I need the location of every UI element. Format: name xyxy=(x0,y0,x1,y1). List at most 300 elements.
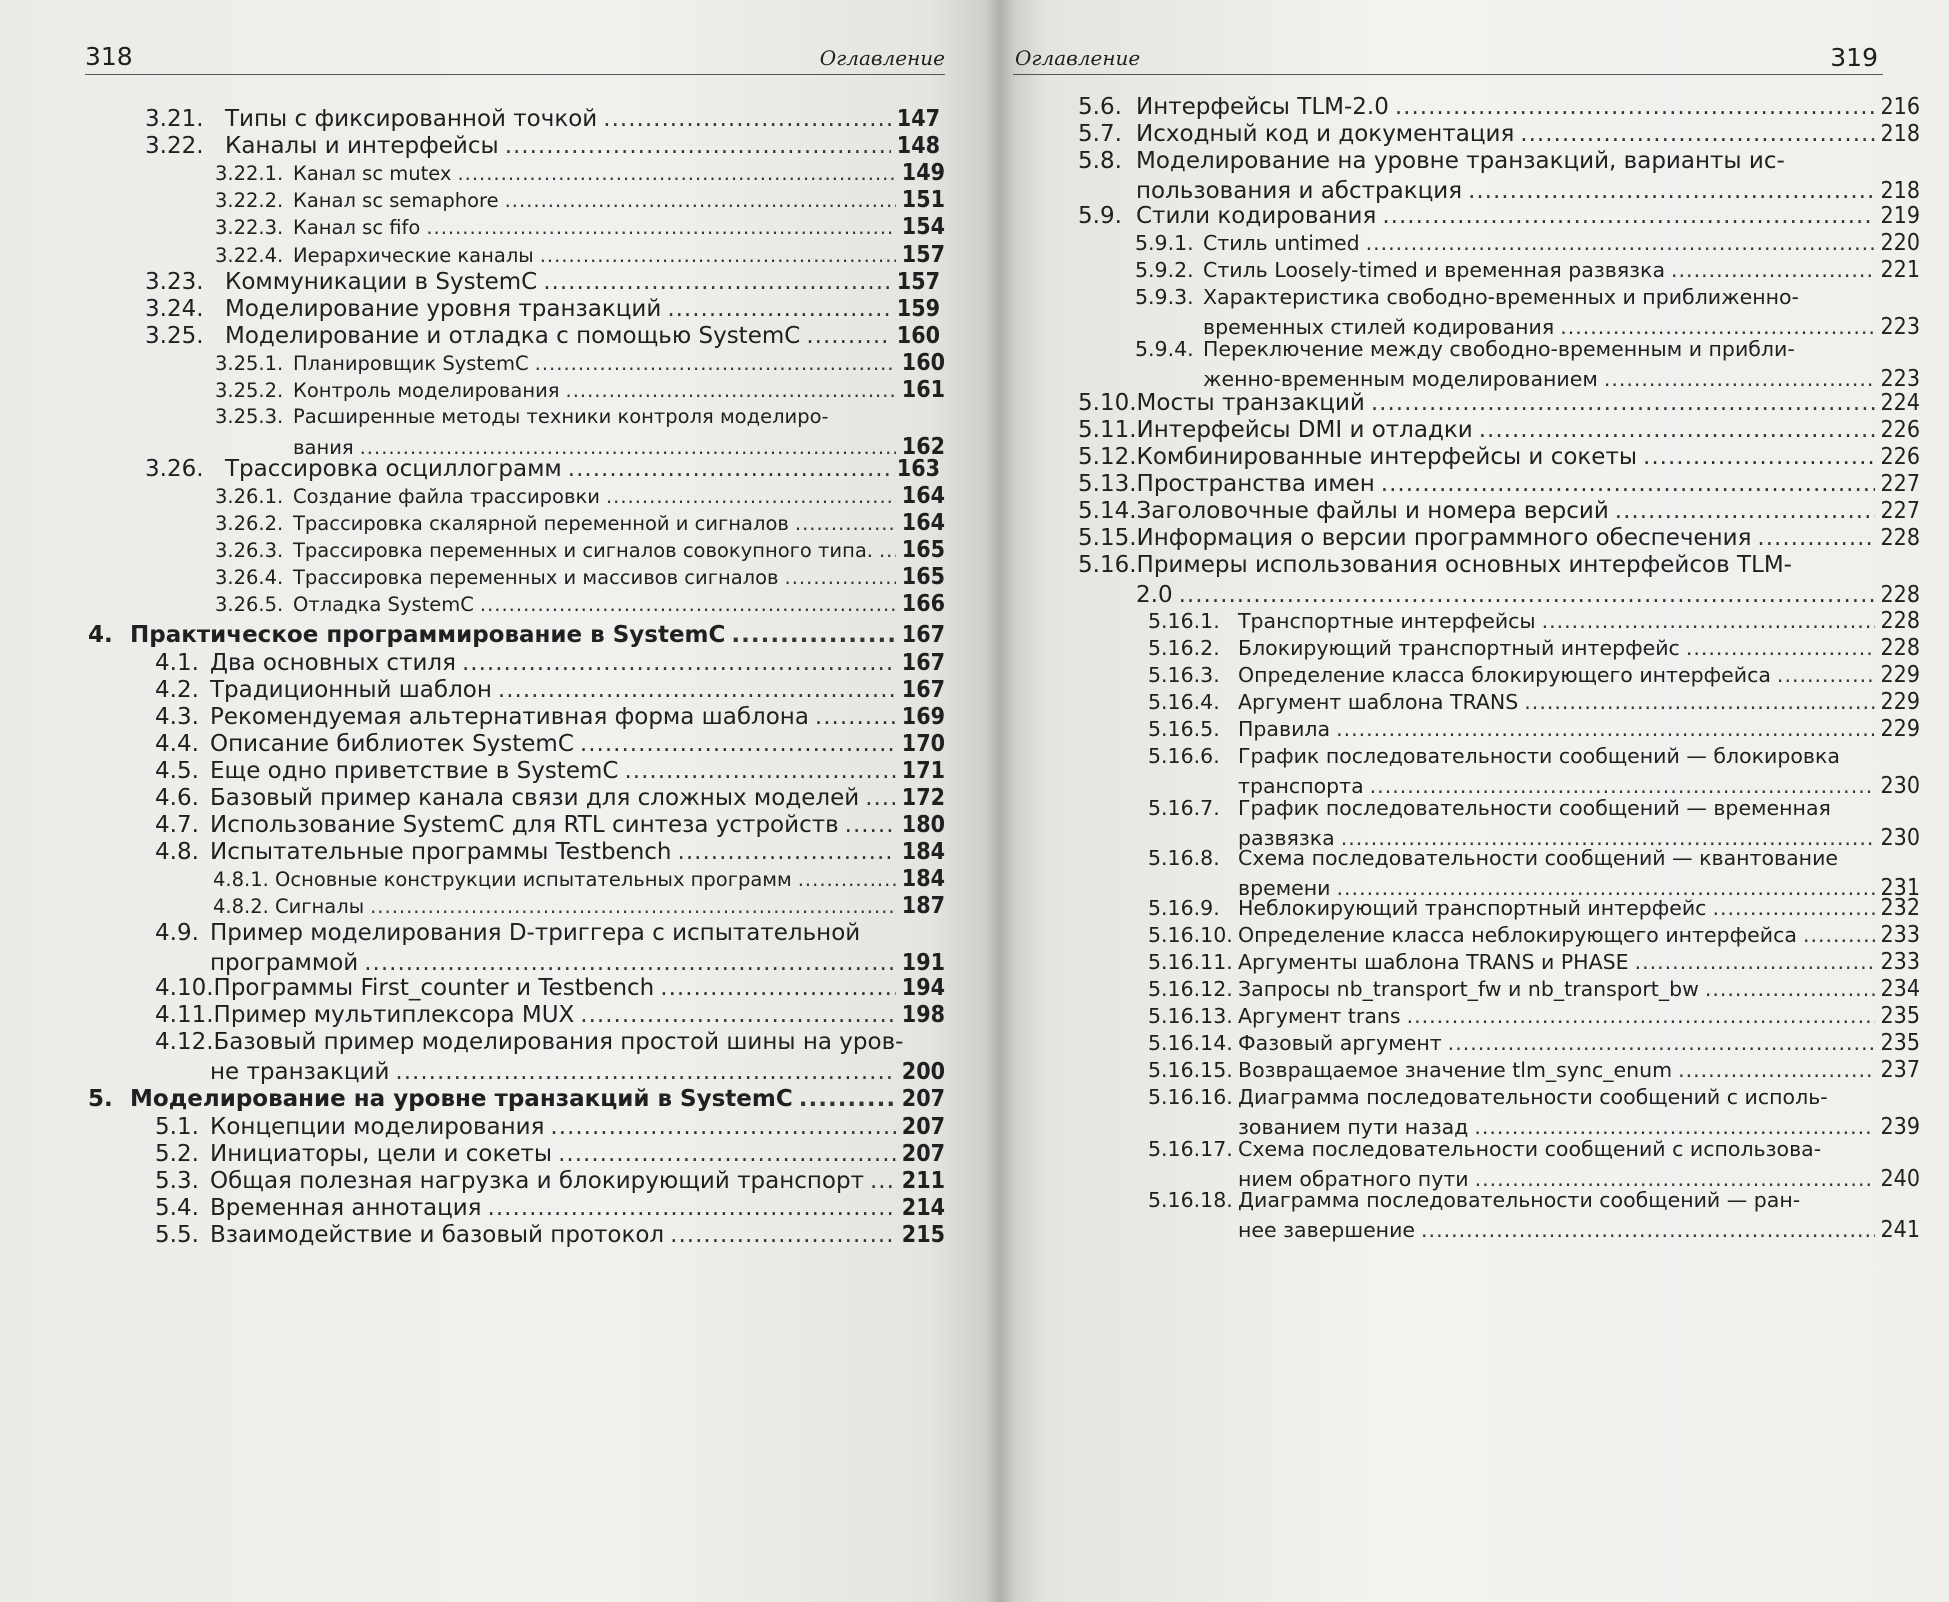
toc-entry xyxy=(1078,550,1920,610)
dot-leader xyxy=(1705,974,1875,1004)
dot-leader xyxy=(1643,442,1874,472)
toc-entry-title: Инициаторы, цели и сокеты xyxy=(210,1141,553,1167)
toc-entry-title: Пример мультиплексора MUX xyxy=(213,1002,575,1028)
dot-leader xyxy=(1520,119,1874,149)
toc-entry-page: 172 xyxy=(901,785,945,811)
toc-entry-number: 5.16.4. xyxy=(1148,690,1220,714)
toc-entry-page: 200 xyxy=(901,1059,945,1085)
toc-entry xyxy=(145,321,940,351)
toc-entry-page: 229 xyxy=(1880,662,1920,688)
toc-entry-title: Создание файла трассировки xyxy=(293,485,600,508)
toc-entry-title: Моделирование уровня транзакций xyxy=(225,296,662,322)
toc-entry xyxy=(155,783,945,813)
toc-entry xyxy=(215,212,945,243)
dot-leader xyxy=(580,729,896,759)
toc-entry-page: 187 xyxy=(901,893,945,919)
dot-leader xyxy=(568,454,891,484)
toc-entry-number: 5.16.15. xyxy=(1148,1058,1233,1082)
toc-entry-page: 170 xyxy=(901,731,945,757)
toc-entry xyxy=(88,1084,945,1114)
toc-entry-title: Описание библиотек SystemC xyxy=(210,731,574,757)
toc-entry-page: 218 xyxy=(1880,178,1920,204)
toc-entry-page: 234 xyxy=(1880,976,1920,1002)
toc-entry xyxy=(1148,947,1920,977)
toc-entry-title: Характеристика свободно-временных и приближенно- xyxy=(1203,285,1799,309)
toc-entry-page: 223 xyxy=(1880,314,1920,340)
toc-entry-number: 3.26.5. xyxy=(215,593,284,616)
toc-entry xyxy=(1078,388,1920,418)
dot-leader xyxy=(799,1084,896,1114)
dot-leader xyxy=(462,648,896,678)
toc-entry-title-cont: зованием пути назад xyxy=(1238,1115,1469,1139)
toc-entry-page: 165 xyxy=(901,537,945,563)
toc-entry-page: 230 xyxy=(1880,773,1920,799)
toc-entry-title-cont: вания xyxy=(293,436,354,459)
toc-entry-number: 4.6. xyxy=(155,785,199,811)
toc-entry-number: 4.9. xyxy=(155,920,199,946)
toc-entry-page: 198 xyxy=(901,1002,945,1028)
toc-entry-page: 227 xyxy=(1880,498,1920,524)
dot-leader xyxy=(1671,255,1874,285)
dot-leader xyxy=(1448,1028,1875,1058)
toc-entry-page: 224 xyxy=(1880,390,1920,416)
dot-leader xyxy=(624,756,895,786)
toc-entry xyxy=(145,454,940,484)
toc-entry xyxy=(215,589,945,620)
toc-entry xyxy=(1078,523,1920,553)
dot-leader xyxy=(550,1112,895,1142)
toc-entry-title: Определение класса неблокирующего интерфейса xyxy=(1238,923,1797,947)
dot-leader xyxy=(488,1193,896,1223)
dot-leader xyxy=(498,675,896,705)
toc-entry-page: 160 xyxy=(901,350,945,376)
dot-leader xyxy=(426,213,895,243)
toc-entry-number: 5.16.1. xyxy=(1148,609,1220,633)
toc-entry xyxy=(1148,1001,1920,1031)
toc-entry-page: 235 xyxy=(1880,1003,1920,1029)
toc-entry-number: 5.9.1. xyxy=(1135,231,1194,255)
toc-entry xyxy=(1135,228,1920,258)
toc-entry-number: 5.7. xyxy=(1078,121,1122,147)
toc-entry-page: 167 xyxy=(901,677,945,703)
toc-entry-title: Пример моделирования D-триггера с испытательной xyxy=(210,920,861,946)
toc-entry-title: Отладка SystemC xyxy=(293,593,474,616)
toc-entry-title-cont: пользования и абстракция xyxy=(1136,178,1463,204)
toc-entry xyxy=(1078,442,1920,472)
toc-entry-number: 5.16.14. xyxy=(1148,1031,1233,1055)
toc-entry-number: 4.11. xyxy=(155,1002,214,1028)
toc-entry-title: Два основных стиля xyxy=(210,650,456,676)
toc-entry-number: 5.8. xyxy=(1078,148,1122,174)
toc-entry-number: 3.25.1. xyxy=(215,352,284,375)
toc-entry-page: 207 xyxy=(901,1114,945,1140)
dot-leader xyxy=(558,1139,896,1169)
right-page-number: 319 xyxy=(1830,43,1878,72)
toc-entry xyxy=(1148,1028,1920,1058)
toc-entry-title: Каналы и интерфейсы xyxy=(225,133,499,159)
toc-entry-number: 5.15. xyxy=(1078,525,1137,551)
dot-leader xyxy=(1421,1215,1874,1245)
left-page-header xyxy=(85,40,945,75)
toc-entry xyxy=(1148,660,1920,690)
toc-entry-number: 4.5. xyxy=(155,758,199,784)
toc-entry-number: 4.10. xyxy=(155,975,214,1001)
toc-entry-title: Планировщик SystemC xyxy=(293,352,529,375)
toc-entry-page: 215 xyxy=(901,1222,945,1248)
toc-entry xyxy=(1078,146,1920,206)
dot-leader xyxy=(870,1166,896,1196)
toc-entry-page: 148 xyxy=(896,133,940,159)
dot-leader xyxy=(670,1220,896,1250)
dot-leader xyxy=(865,783,896,813)
toc-entry-title: Аргумент trans xyxy=(1238,1004,1401,1028)
toc-entry-title: Пространства имен xyxy=(1136,471,1375,497)
toc-entry-page: 228 xyxy=(1880,635,1920,661)
toc-entry xyxy=(1148,1055,1920,1085)
toc-entry xyxy=(155,1000,945,1030)
dot-leader xyxy=(1686,633,1875,663)
toc-entry-title: Еще одно приветствие в SystemC xyxy=(210,758,619,784)
toc-entry-title: Переключение между свободно-временным и прибли- xyxy=(1203,337,1795,361)
toc-entry xyxy=(1148,1185,1920,1245)
toc-entry xyxy=(1078,119,1920,149)
toc-entry-page: 180 xyxy=(901,812,945,838)
toc-entry-title: Концепции моделирования xyxy=(210,1114,545,1140)
toc-entry-number: 4.7. xyxy=(155,812,199,838)
toc-entry xyxy=(155,1139,945,1169)
dot-leader xyxy=(806,321,890,351)
toc-entry xyxy=(1148,714,1920,744)
toc-entry-page: 160 xyxy=(896,323,940,349)
toc-entry-number: 3.22. xyxy=(145,133,204,159)
toc-entry-page: 151 xyxy=(901,187,945,213)
toc-entry xyxy=(155,837,945,867)
toc-entry-page: 227 xyxy=(1880,471,1920,497)
toc-entry-page: 165 xyxy=(901,564,945,590)
toc-entry-number: 5.10. xyxy=(1078,390,1137,416)
toc-entry-title-cont: временных стилей кодирования xyxy=(1203,315,1555,339)
toc-entry-title: Комбинированные интерфейсы и сокеты xyxy=(1136,444,1638,470)
toc-entry-number: 5.16.5. xyxy=(1148,717,1220,741)
toc-entry xyxy=(145,131,940,161)
toc-entry-page: 164 xyxy=(901,483,945,509)
toc-entry-page: 241 xyxy=(1880,1217,1920,1243)
toc-entry-title: Канал sc fifo xyxy=(293,216,421,239)
dot-leader xyxy=(731,620,895,650)
toc-entry-title: Моделирование на уровне транзакций в SystemC xyxy=(130,1086,793,1112)
toc-entry-number: 5.16.18. xyxy=(1148,1188,1233,1212)
toc-entry-number: 3.22.1. xyxy=(215,162,284,185)
toc-entry-number: 5.2. xyxy=(155,1141,199,1167)
toc-entry-number: 3.26.1. xyxy=(215,485,284,508)
toc-entry-number: 5.16.3. xyxy=(1148,663,1220,687)
toc-entry-number: 3.26.3. xyxy=(215,539,284,562)
toc-entry-title: Информация о версии программного обеспечения xyxy=(1136,525,1752,551)
toc-entry-page: 159 xyxy=(896,296,940,322)
toc-entry-title: Коммуникации в SystemC xyxy=(225,269,538,295)
toc-entry-title-cont: развязка xyxy=(1238,826,1335,850)
dot-leader xyxy=(1524,687,1874,717)
toc-entry xyxy=(1148,606,1920,636)
toc-entry-title: Аргумент шаблона TRANS xyxy=(1238,690,1519,714)
toc-entry xyxy=(155,918,945,978)
toc-entry-title: Использование SystemC для RTL синтеза устройств xyxy=(210,812,839,838)
toc-entry-number: 5.16.9. xyxy=(1148,896,1220,920)
toc-entry-title: Трассировка скалярной переменной и сигналов xyxy=(293,512,789,535)
dot-leader xyxy=(1712,893,1874,923)
toc-entry-title: Общая полезная нагрузка и блокирующий транспорт xyxy=(210,1168,864,1194)
toc-entry-page: 235 xyxy=(1880,1030,1920,1056)
toc-entry-title: Программы First_counter и Testbench xyxy=(213,975,655,1001)
toc-entry-number: 4.8.2. xyxy=(213,895,269,918)
toc-entry-number: 5.14. xyxy=(1078,498,1137,524)
toc-entry xyxy=(1148,741,1920,801)
toc-entry-number: 5.16.11. xyxy=(1148,950,1233,974)
toc-entry-page: 220 xyxy=(1880,230,1920,256)
toc-entry-number: 5.3. xyxy=(155,1168,199,1194)
toc-entry-title: Моделирование и отладка с помощью SystemC xyxy=(225,323,801,349)
dot-leader xyxy=(543,267,891,297)
toc-entry-number: 5.9.4. xyxy=(1135,337,1194,361)
toc-entry-title: Рекомендуемая альтернативная форма шаблона xyxy=(210,704,809,730)
toc-entry-page: 184 xyxy=(901,839,945,865)
toc-entry-page: 167 xyxy=(901,622,945,648)
toc-entry xyxy=(1148,633,1920,663)
toc-entry-number: 3.25. xyxy=(145,323,204,349)
toc-entry-title-cont: нием обратного пути xyxy=(1238,1167,1469,1191)
toc-entry-title-cont: женно-временным моделированием xyxy=(1203,367,1598,391)
toc-entry-number: 5.5. xyxy=(155,1222,199,1248)
toc-entry-title: Мосты транзакций xyxy=(1136,390,1365,416)
toc-entry-page: 221 xyxy=(1880,257,1920,283)
toc-entry-number: 3.25.2. xyxy=(215,379,284,402)
left-running-title: Оглавление xyxy=(819,46,945,70)
book-gutter xyxy=(985,0,1015,1602)
dot-leader xyxy=(1479,415,1875,445)
toc-entry-page: 228 xyxy=(1880,582,1920,608)
toc-entry-title: Базовый пример моделирования простой шины на уров- xyxy=(213,1029,904,1055)
toc-entry-number: 3.22.3. xyxy=(215,216,284,239)
toc-entry-number: 3.22.4. xyxy=(215,244,284,267)
toc-entry-number: 4.8. xyxy=(155,839,199,865)
right-page-header xyxy=(1013,43,1883,75)
toc-entry-number: 5.9.3. xyxy=(1135,285,1194,309)
toc-entry xyxy=(1148,687,1920,717)
toc-entry-page: 161 xyxy=(901,377,945,403)
toc-entry-page: 216 xyxy=(1880,94,1920,120)
toc-entry-number: 5.9. xyxy=(1078,203,1122,229)
toc-entry-title: Канал sc semaphore xyxy=(293,189,499,212)
toc-entry-number: 5.12. xyxy=(1078,444,1137,470)
toc-entry-title: Стиль Loosely-timed и временная развязка xyxy=(1203,258,1666,282)
dot-leader xyxy=(1542,606,1875,636)
toc-entry-title: Возвращаемое значение tlm_sync_enum xyxy=(1238,1058,1673,1082)
toc-entry-title: Блокирующий транспортный интерфейс xyxy=(1238,636,1680,660)
toc-entry xyxy=(155,810,945,840)
toc-entry xyxy=(155,1027,945,1087)
toc-entry-title: Диаграмма последовательности сообщений с исполь- xyxy=(1238,1085,1828,1109)
dot-leader xyxy=(603,104,891,134)
dot-leader xyxy=(395,1057,895,1087)
toc-entry-page: 237 xyxy=(1880,1057,1920,1083)
toc-entry-number: 5.4. xyxy=(155,1195,199,1221)
dot-leader xyxy=(1615,496,1875,526)
toc-entry-page: 207 xyxy=(901,1086,945,1112)
toc-entry xyxy=(1078,415,1920,445)
toc-entry-number: 5.9.2. xyxy=(1135,258,1194,282)
toc-entry xyxy=(155,756,945,786)
toc-entry-page: 207 xyxy=(901,1141,945,1167)
toc-entry-title: Временная аннотация xyxy=(210,1195,482,1221)
toc-entry-number: 5.16.17. xyxy=(1148,1137,1233,1161)
toc-entry-title: График последовательности сообщений — блокировка xyxy=(1238,744,1840,768)
toc-entry-title: Трассировка переменных и сигналов совокупного типа. xyxy=(293,539,873,562)
dot-leader xyxy=(1336,714,1874,744)
toc-entry-title: Моделирование на уровне транзакций, варианты ис- xyxy=(1136,148,1785,174)
left-page-number: 318 xyxy=(85,42,133,71)
dot-leader xyxy=(480,590,896,620)
toc-entry-page: 147 xyxy=(896,106,940,132)
toc-entry xyxy=(155,702,945,732)
toc-entry xyxy=(145,267,940,297)
toc-entry-page: 218 xyxy=(1880,121,1920,147)
toc-entry xyxy=(1135,282,1920,342)
dot-leader xyxy=(505,131,891,161)
toc-entry-number: 3.26.4. xyxy=(215,566,284,589)
toc-entry-number: 5.1. xyxy=(155,1114,199,1140)
toc-entry xyxy=(155,1220,945,1250)
toc-entry-title: Аргументы шаблона TRANS и PHASE xyxy=(1238,950,1629,974)
toc-entry-title: Транспортные интерфейсы xyxy=(1238,609,1536,633)
toc-entry-title: Практическое программирование в SystemC xyxy=(130,622,726,648)
toc-entry-title-cont: транспорта xyxy=(1238,774,1364,798)
toc-entry-number: 4.3. xyxy=(155,704,199,730)
dot-leader xyxy=(1635,947,1875,977)
toc-entry-page: 184 xyxy=(901,866,945,892)
toc-entry-page: 230 xyxy=(1880,825,1920,851)
toc-entry xyxy=(155,729,945,759)
toc-entry-title: Стили кодирования xyxy=(1136,203,1377,229)
dot-leader xyxy=(1395,92,1875,122)
toc-entry-number: 4.2. xyxy=(155,677,199,703)
toc-entry-number: 3.21. xyxy=(145,106,204,132)
toc-entry-page: 214 xyxy=(901,1195,945,1221)
toc-entry-number: 3.25.3. xyxy=(215,405,284,428)
dot-leader xyxy=(1371,388,1875,418)
toc-entry-title: Интерфейсы TLM-2.0 xyxy=(1136,94,1389,120)
toc-entry-title: Типы с фиксированной точкой xyxy=(225,106,598,132)
toc-entry-title: Фазовый аргумент xyxy=(1238,1031,1442,1055)
toc-entry-title: Традиционный шаблон xyxy=(210,677,492,703)
dot-leader xyxy=(660,973,896,1003)
toc-entry xyxy=(155,1166,945,1196)
toc-entry-number: 5.16.10. xyxy=(1148,923,1233,947)
toc-entry-title: Основные конструкции испытательных программ xyxy=(275,868,792,891)
toc-entry-title: Трассировка переменных и массивов сигналов xyxy=(293,566,779,589)
toc-entry xyxy=(155,973,945,1003)
toc-entry-title-cont: 2.0 xyxy=(1136,582,1173,608)
toc-entry xyxy=(1148,920,1920,950)
toc-entry-title: Запросы nb_transport_fw и nb_transport_bw xyxy=(1238,977,1699,1001)
toc-entry xyxy=(155,1112,945,1142)
toc-entry-title: Заголовочные файлы и номера версий xyxy=(1136,498,1609,524)
toc-entry-page: 166 xyxy=(901,591,945,617)
dot-leader xyxy=(1366,228,1875,258)
toc-entry xyxy=(1078,92,1920,122)
toc-entry-page: 194 xyxy=(901,975,945,1001)
toc-entry-title: Правила xyxy=(1238,717,1331,741)
dot-leader xyxy=(1757,523,1874,553)
toc-entry-title: Определение класса блокирующего интерфейса xyxy=(1238,663,1771,687)
dot-leader xyxy=(1381,469,1875,499)
toc-entry-title: Примеры использования основных интерфейсов TLM- xyxy=(1136,552,1792,578)
toc-entry-page: 154 xyxy=(901,214,945,240)
toc-entry-title: Базовый пример канала связи для сложных моделей xyxy=(210,785,860,811)
toc-entry xyxy=(88,620,945,650)
toc-entry xyxy=(1148,893,1920,923)
toc-entry-number: 5.16. xyxy=(1078,552,1137,578)
toc-entry-page: 167 xyxy=(901,650,945,676)
toc-entry-number: 5.16.8. xyxy=(1148,846,1220,870)
dot-leader xyxy=(845,810,896,840)
toc-entry xyxy=(1148,974,1920,1004)
toc-entry-title: Взаимодействие и базовый протокол xyxy=(210,1222,665,1248)
toc-entry-number: 3.26.2. xyxy=(215,512,284,535)
toc-entry-number: 5.16.6. xyxy=(1148,744,1220,768)
toc-entry-number: 3.23. xyxy=(145,269,204,295)
right-page xyxy=(1000,0,1949,1602)
toc-entry-number: 5. xyxy=(88,1086,113,1112)
toc-entry-number: 3.26. xyxy=(145,456,204,482)
toc-entry-title: Неблокирующий транспортный интерфейс xyxy=(1238,896,1707,920)
toc-entry-page: 233 xyxy=(1880,949,1920,975)
toc-entry-number: 5.16.7. xyxy=(1148,796,1220,820)
toc-entry-title: График последовательности сообщений — временная xyxy=(1238,796,1831,820)
toc-entry-number: 3.24. xyxy=(145,296,204,322)
toc-entry xyxy=(145,294,940,324)
toc-entry xyxy=(155,675,945,705)
toc-entry-page: 223 xyxy=(1880,366,1920,392)
toc-entry xyxy=(155,1193,945,1223)
toc-entry-number: 4.8.1. xyxy=(213,868,269,891)
toc-entry-title-cont: времени xyxy=(1238,876,1331,900)
toc-entry-page: 219 xyxy=(1880,203,1920,229)
toc-entry-page: 226 xyxy=(1880,444,1920,470)
toc-entry-page: 162 xyxy=(901,434,945,460)
toc-entry-title-cont: программой xyxy=(210,950,359,976)
toc-entry-title: Контроль моделирования xyxy=(293,379,560,402)
toc-entry-title: Интерфейсы DMI и отладки xyxy=(1136,417,1473,443)
toc-entry-title: Стиль untimed xyxy=(1203,231,1360,255)
toc-entry-page: 228 xyxy=(1880,525,1920,551)
dot-leader xyxy=(1382,201,1874,231)
toc-entry-number: 4.4. xyxy=(155,731,199,757)
dot-leader xyxy=(1407,1001,1875,1031)
dot-leader xyxy=(580,1000,896,1030)
toc-entry-page: 229 xyxy=(1880,689,1920,715)
toc-entry-page: 163 xyxy=(896,456,940,482)
toc-entry-page: 211 xyxy=(901,1168,945,1194)
toc-entry-number: 5.13. xyxy=(1078,471,1137,497)
toc-entry-title: Исходный код и документация xyxy=(1136,121,1515,147)
toc-entry-title-cont: нее завершение xyxy=(1238,1218,1416,1242)
dot-leader xyxy=(1678,1055,1874,1085)
toc-entry-title: Канал sc mutex xyxy=(293,162,452,185)
dot-leader xyxy=(1777,660,1875,690)
toc-entry-title: Испытательные программы Testbench xyxy=(210,839,672,865)
toc-entry-number: 5.16.12. xyxy=(1148,977,1233,1001)
toc-entry xyxy=(1078,201,1920,231)
